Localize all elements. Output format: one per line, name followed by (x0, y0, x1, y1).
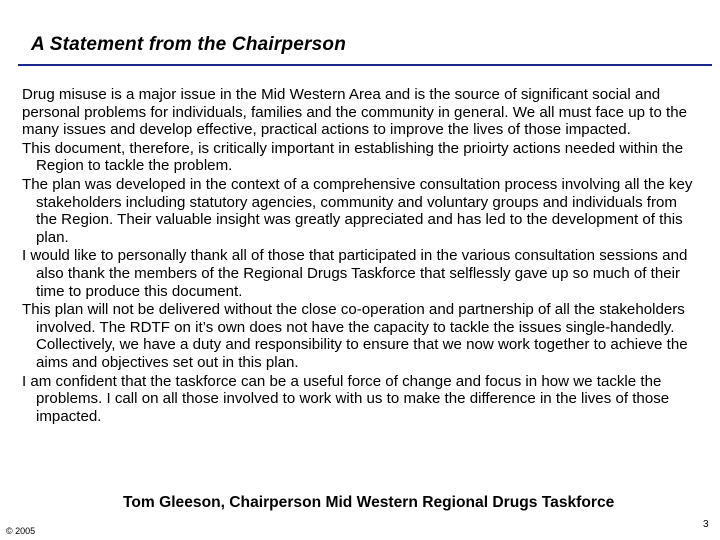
paragraph-5-text: This plan will not be delivered without the close co-operation and partnership of all the stakeholders involved. The RDTF on it’s own does not have the capacity to tackle the issues single-handedly. Collectively, we have a duty and responsibility to ensure that we now work together to achieve the aims and objectives set out in this plan. (22, 301, 688, 371)
paragraph-6 (22, 373, 694, 426)
slide-title: A Statement from the Chairperson (31, 34, 347, 55)
paragraph-2-text: This document, therefore, is critically important in establishing the prioirty actions needed within the Region to tackle the problem. (22, 139, 684, 175)
paragraph-6-text: I am confident that the taskforce can be a useful force of change and focus in how we tackle the problems. I call on all those involved to work with us to make the difference in the lives of those impacted. (22, 372, 670, 425)
page-number: 3 (703, 519, 709, 530)
paragraph-3 (22, 176, 694, 246)
paragraph-1 (22, 86, 694, 139)
copyright-notice: © 2005 (6, 526, 36, 536)
paragraph-4 (22, 247, 694, 300)
paragraph-5 (22, 301, 694, 371)
paragraph-4-text: I would like to personally thank all of those that participated in the various consultation sessions and also thank the members of the Regional Drugs Taskforce that selflessly gave up so much of their time to produce this document. (22, 247, 688, 300)
statement-body (22, 86, 694, 426)
paragraph-3-text: The plan was developed in the context of a comprehensive consultation process involving all the key stakeholders including statutory agencies, community and voluntary groups and individuals from the Region. Their valuable insight was greatly appreciated and has led to the development of this plan. (22, 175, 693, 246)
signature: Tom Gleeson, Chairperson Mid Western Regional Drugs Taskforce (123, 494, 615, 511)
title-divider (18, 64, 712, 66)
paragraph-1-text: Drug misuse is a major issue in the Mid Western Area and is the source of significant social and personal problems for individuals, families and the community in general. We all must face up to the many issues and develop effective, practical actions to improve the lives of those impacted. (22, 86, 688, 139)
paragraph-2 (22, 140, 694, 175)
